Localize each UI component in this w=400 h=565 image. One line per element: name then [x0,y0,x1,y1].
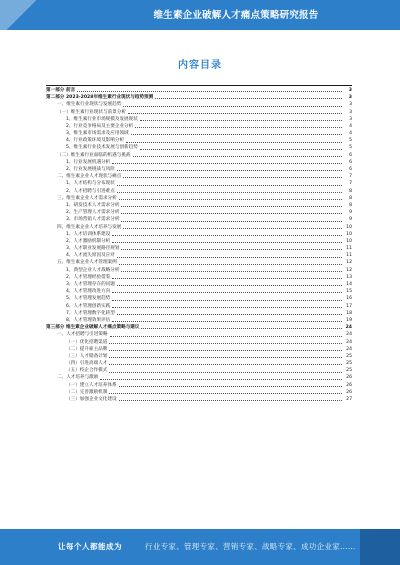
toc-entry-label: 1、研发技术人才需求分析 [66,202,120,208]
toc-entry[interactable] [46,130,352,137]
toc-entry-page: 10 [346,238,352,244]
toc-entry[interactable] [46,267,352,274]
toc-entry-label: 2、人才管理经验借鉴 [66,274,111,280]
toc-leader-dots [109,393,342,394]
toc-leader-dots [117,285,342,286]
toc-entry[interactable] [46,94,352,101]
toc-leader-dots [112,300,342,301]
toc-entry-page: 26 [346,389,352,395]
toc-entry-label: 第三部分 维生素企业破解人才痛点策略与建议 [46,325,140,331]
toc-entry[interactable] [46,245,352,252]
toc-leader-dots [109,357,342,358]
toc-leader-dots [112,163,342,164]
toc-leader-dots [119,400,342,401]
toc-entry[interactable] [46,324,352,331]
toc-leader-dots [109,364,342,365]
toc-entry[interactable] [46,159,352,166]
toc-entry-page: 25 [346,353,352,359]
toc-entry-page: 9 [349,217,352,223]
toc-entry-page: 4 [349,131,352,137]
toc-entry[interactable] [46,295,352,302]
toc-entry-label: 一、维生素行业现状与发展趋势 [57,102,122,108]
table-of-contents [46,87,352,403]
toc-entry[interactable] [46,195,352,202]
toc-entry-label: （五）校企合作模式 [66,368,108,374]
toc-leader-dots [121,271,342,272]
toc-leader-dots [135,127,342,128]
toc-leader-dots [117,314,342,315]
toc-leader-dots [119,264,342,265]
toc-entry-label: （一）优化招聘渠道 [66,339,108,345]
toc-entry[interactable] [46,274,352,281]
toc-entry[interactable] [46,109,352,116]
toc-entry-label: （二）提升雇主品牌 [66,346,108,352]
toc-entry[interactable] [46,389,352,396]
toc-leader-dots [117,170,342,171]
toc-leader-dots [112,321,342,322]
toc-entry-label: （二）完善激励机制 [66,389,108,395]
toc-leader-dots [126,142,342,143]
toc-entry-label: （一）建立人才培养体系 [66,382,117,388]
toc-entry-label: 二、人才培养与激励 [57,375,99,381]
toc-entry-page: 8 [349,195,352,201]
toc-leader-dots [123,177,342,178]
toc-entry[interactable] [46,116,352,123]
toc-leader-dots [109,372,342,373]
toc-entry-label: 1、人才培训体系建设 [66,231,111,237]
toc-entry-page: 11 [346,246,352,252]
toc-entry-page: 8 [349,188,352,194]
toc-entry-page: 8 [349,202,352,208]
toc-leader-dots [117,185,342,186]
toc-entry[interactable] [46,339,352,346]
toc-leader-dots [121,221,342,222]
toc-entry[interactable] [46,137,352,144]
toc-entry[interactable] [46,216,352,223]
toc-entry[interactable] [46,101,352,108]
toc-entry[interactable] [46,260,352,267]
toc-entry-page: 6 [349,159,352,165]
toc-entry[interactable] [46,123,352,130]
toc-entry-page: 24 [345,325,352,331]
toc-entry-label: 三、维生素企业人才需求分析 [57,195,117,201]
toc-entry-label: 1、行业发展机遇分析 [66,159,111,165]
toc-leader-dots [121,206,342,207]
toc-entry-page: 3 [349,109,352,115]
toc-entry[interactable] [46,382,352,389]
toc-entry[interactable] [46,188,352,195]
toc-leader-dots [112,235,342,236]
toc-entry-page: 19 [346,317,352,323]
toc-entry-page: 3 [348,95,352,101]
toc-entry-label: 一、人才招聘与引进策略 [57,332,108,338]
toc-entry[interactable] [46,87,352,94]
toc-entry-label: （三）加强企业文化建设 [66,397,117,403]
toc-leader-dots [112,278,342,279]
toc-leader-dots [112,242,342,243]
toc-entry-page: 25 [346,368,352,374]
toc-entry-label: 二、维生素企业人才现状与痛点 [57,174,122,180]
toc-entry[interactable] [46,331,352,338]
toc-entry-label: 3、市场营销人才需求分析 [66,217,120,223]
toc-leader-dots [117,257,342,258]
toc-entry[interactable] [46,238,352,245]
toc-leader-dots [123,106,342,107]
toc-entry[interactable] [46,180,352,187]
toc-entry-label: 5、人才管理发展趋势 [66,296,111,302]
toc-entry-label: 4、行业政策环境及影响分析 [66,138,125,144]
toc-leader-dots [112,307,342,308]
toc-entry-page: 25 [346,361,352,367]
toc-entry-page: 9 [349,210,352,216]
toc-entry-page: 17 [346,303,352,309]
toc-entry-label: 3、人才职业发展路径规划 [66,246,120,252]
toc-leader-dots [141,328,342,329]
toc-entry-label: 2、行业发展挑战与风险 [66,167,115,173]
toc-entry-label: （三）人才储备计划 [66,353,108,359]
toc-entry-label: 5、维生素行业技术发展与创新趋势 [66,145,138,151]
toc-entry-page: 12 [346,260,352,266]
footer-slogan: 让每个人都能成为 [58,542,122,551]
toc-entry[interactable] [46,360,352,367]
toc-leader-dots [155,98,342,99]
toc-leader-dots [100,379,342,380]
toc-entry-page: 15 [346,289,352,295]
toc-entry-page: 3 [349,102,352,108]
toc-entry-label: 4、人才流失原因及应对 [66,253,115,259]
toc-entry[interactable] [46,375,352,382]
header-decoration [0,0,60,30]
toc-entry-page: 13 [346,274,352,280]
header-bar [0,0,400,30]
toc-leader-dots [140,120,342,121]
toc-leader-dots [140,149,342,150]
toc-leader-dots [123,228,342,229]
toc-entry-page: 12 [346,267,352,273]
toc-entry-page: 26 [346,375,352,381]
toc-entry-label: 4、人才管理改进方向 [66,289,111,295]
toc-entry-page: 5 [349,138,352,144]
toc-leader-dots [131,134,342,135]
footer-roles: 行业专家、管理专家、营销专家、战略专家、成功企业家…… [145,542,356,551]
toc-entry-page: 3 [348,87,352,93]
toc-entry-page: 24 [346,332,352,338]
toc-entry-page: 10 [346,224,352,230]
toc-leader-dots [128,113,342,114]
toc-entry-label: 1、维生素行业市场规模及发展现状 [66,116,138,122]
toc-entry-page: 7 [349,181,352,187]
report-title: 维生素企业破解人才痛点策略研究报告 [153,10,319,21]
toc-leader-dots [110,336,342,337]
toc-entry-label: 四、维生素企业人才培养与发展 [57,224,122,230]
toc-entry-page: 7 [349,174,352,180]
toc-entry-page: 11 [346,253,352,259]
toc-entry[interactable] [46,224,352,231]
toc-entry[interactable] [46,317,352,324]
toc-entry-page: 10 [346,231,352,237]
toc-entry-label: 2、人才招聘与引进难点 [66,188,115,194]
toc-entry-page: 18 [346,310,352,316]
toc-entry-label: 7、人才管理数字化转型 [66,310,115,316]
toc-entry-label: 第一部分 前言 [46,87,76,93]
toc-entry-page: 6 [349,167,352,173]
toc-divider [46,85,352,86]
toc-entry-label: 3、维生素市场需求及应用领域 [66,131,129,137]
toc-entry-label: 3、人才管理存在的问题 [66,282,115,288]
toc-entry-label: 2、行业竞争格局及主要企业分析 [66,123,134,129]
footer-bar [0,529,400,565]
toc-leader-dots [117,192,342,193]
toc-leader-dots [77,91,342,92]
toc-entry-label: 2、人才激励机制分析 [66,238,111,244]
toc-leader-dots [121,249,342,250]
toc-entry-page: 24 [346,339,352,345]
toc-entry[interactable] [46,303,352,310]
toc-entry[interactable] [46,310,352,317]
toc-entry-label: （二）维生素行业面临的机遇与挑战 [57,152,131,158]
toc-entry-label: 五、维生素企业人才管理案例 [57,260,117,266]
toc-entry[interactable] [46,173,352,180]
toc-leader-dots [119,386,342,387]
toc-entry-page: 27 [346,397,352,403]
toc-entry-page: 3 [349,116,352,122]
toc-entry[interactable] [46,281,352,288]
toc-leader-dots [109,343,342,344]
toc-entry-label: 1、人才结构与分布现状 [66,181,115,187]
toc-entry[interactable] [46,231,352,238]
toc-entry[interactable] [46,209,352,216]
toc-entry[interactable] [46,288,352,295]
toc-leader-dots [109,350,342,351]
toc-entry[interactable] [46,252,352,259]
toc-entry-label: （一）维生素行业现状与前景分析 [57,109,126,115]
toc-leader-dots [133,156,342,157]
toc-entry[interactable] [46,346,352,353]
toc-entry-label: 第二部分 2023-2028年维生素行业现状与趋势预测 [46,95,154,101]
toc-entry-page: 26 [346,382,352,388]
toc-entry-page: 24 [346,346,352,352]
footer-decoration [360,529,400,565]
toc-entry-label: 8、人才管理效果评估 [66,317,111,323]
toc-heading: 内容目录 [178,60,222,71]
toc-entry[interactable] [46,166,352,173]
toc-entry[interactable] [46,367,352,374]
toc-entry-label: 6、人才管理创新实践 [66,303,111,309]
toc-entry[interactable] [46,396,352,403]
toc-entry[interactable] [46,152,352,159]
toc-entry-label: 1、典型企业人才战略分析 [66,267,120,273]
toc-entry-page: 16 [346,296,352,302]
toc-entry-page: 5 [349,145,352,151]
toc-entry[interactable] [46,353,352,360]
toc-entry-page: 4 [349,123,352,129]
toc-entry-page: 6 [349,152,352,158]
toc-leader-dots [121,213,342,214]
toc-entry[interactable] [46,202,352,209]
toc-entry[interactable] [46,145,352,152]
toc-leader-dots [119,199,342,200]
toc-entry-label: （四）引进高端人才 [66,361,108,367]
toc-entry-page: 14 [346,282,352,288]
toc-entry-label: 2、生产管理人才需求分析 [66,210,120,216]
toc-leader-dots [112,292,342,293]
